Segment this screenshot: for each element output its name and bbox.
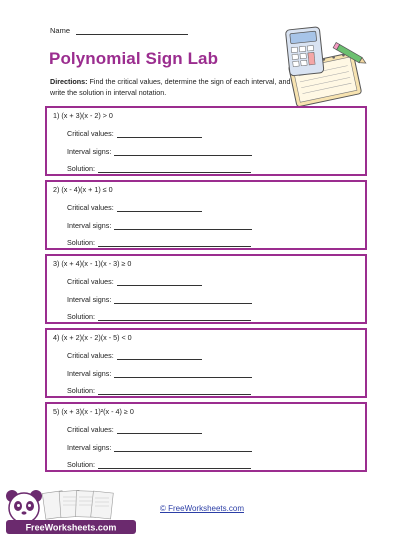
page-title: Polynomial Sign Lab <box>49 49 219 68</box>
problem-box-5 <box>45 402 367 472</box>
interval-signs-blank[interactable] <box>114 148 252 156</box>
field-label: Critical values: <box>67 425 114 434</box>
interval-signs-blank[interactable] <box>114 444 252 452</box>
problem-box-4 <box>45 328 367 398</box>
problem-question: 3) (x + 4)(x - 1)(x - 3) ≥ 0 <box>53 259 132 268</box>
field-label: Interval signs: <box>67 221 112 230</box>
directions-label: Directions: <box>50 77 88 86</box>
field-label: Solution: <box>67 238 95 247</box>
interval-signs-blank[interactable] <box>114 222 252 230</box>
field-label: Solution: <box>67 312 95 321</box>
calculator-notebook-icon <box>278 24 368 110</box>
problem-question: 2) (x - 4)(x + 1) ≤ 0 <box>53 185 113 194</box>
critical-values-field <box>67 203 202 212</box>
solution-field <box>67 238 251 247</box>
name-field[interactable] <box>76 27 188 35</box>
field-label: Interval signs: <box>67 147 112 156</box>
solution-field <box>67 312 251 321</box>
name-row <box>50 26 188 35</box>
problem-question: 5) (x + 3)(x - 1)²(x - 4) ≥ 0 <box>53 407 134 416</box>
critical-values-blank[interactable] <box>117 278 202 286</box>
field-label: Critical values: <box>67 129 114 138</box>
critical-values-field <box>67 351 202 360</box>
problem-box-2 <box>45 180 367 250</box>
interval-signs-field <box>67 147 252 156</box>
critical-values-blank[interactable] <box>117 130 202 138</box>
field-label: Interval signs: <box>67 369 112 378</box>
field-label: Solution: <box>67 164 95 173</box>
interval-signs-field <box>67 221 252 230</box>
solution-field <box>67 460 251 469</box>
interval-signs-blank[interactable] <box>114 370 252 378</box>
interval-signs-blank[interactable] <box>114 296 252 304</box>
field-label: Interval signs: <box>67 443 112 452</box>
solution-blank[interactable] <box>98 461 251 469</box>
field-label: Solution: <box>67 460 95 469</box>
critical-values-blank[interactable] <box>117 204 202 212</box>
critical-values-field <box>67 129 202 138</box>
field-label: Interval signs: <box>67 295 112 304</box>
solution-blank[interactable] <box>98 239 251 247</box>
directions <box>50 77 300 98</box>
name-label: Name <box>50 26 71 35</box>
solution-field <box>67 386 251 395</box>
interval-signs-field <box>67 443 252 452</box>
interval-signs-field <box>67 369 252 378</box>
problem-box-1 <box>45 106 367 176</box>
critical-values-field <box>67 425 202 434</box>
solution-blank[interactable] <box>98 165 251 173</box>
solution-blank[interactable] <box>98 313 251 321</box>
logo-text: FreeWorksheets.com <box>25 522 117 533</box>
critical-values-blank[interactable] <box>117 352 202 360</box>
solution-blank[interactable] <box>98 387 251 395</box>
problem-box-3 <box>45 254 367 324</box>
interval-signs-field <box>67 295 252 304</box>
problem-question: 4) (x + 2)(x - 2)(x - 5) < 0 <box>53 333 132 342</box>
field-label: Critical values: <box>67 203 114 212</box>
footer-link[interactable]: © FreeWorksheets.com <box>160 504 244 513</box>
field-label: Critical values: <box>67 351 114 360</box>
field-label: Solution: <box>67 386 95 395</box>
freeworksheets-logo <box>2 488 140 536</box>
problem-question: 1) (x + 3)(x - 2) > 0 <box>53 111 113 120</box>
directions-text: Find the critical values, determine the sign of each interval, and write the solution in interval notation. <box>50 77 291 97</box>
critical-values-field <box>67 277 202 286</box>
solution-field <box>67 164 251 173</box>
critical-values-blank[interactable] <box>117 426 202 434</box>
field-label: Critical values: <box>67 277 114 286</box>
